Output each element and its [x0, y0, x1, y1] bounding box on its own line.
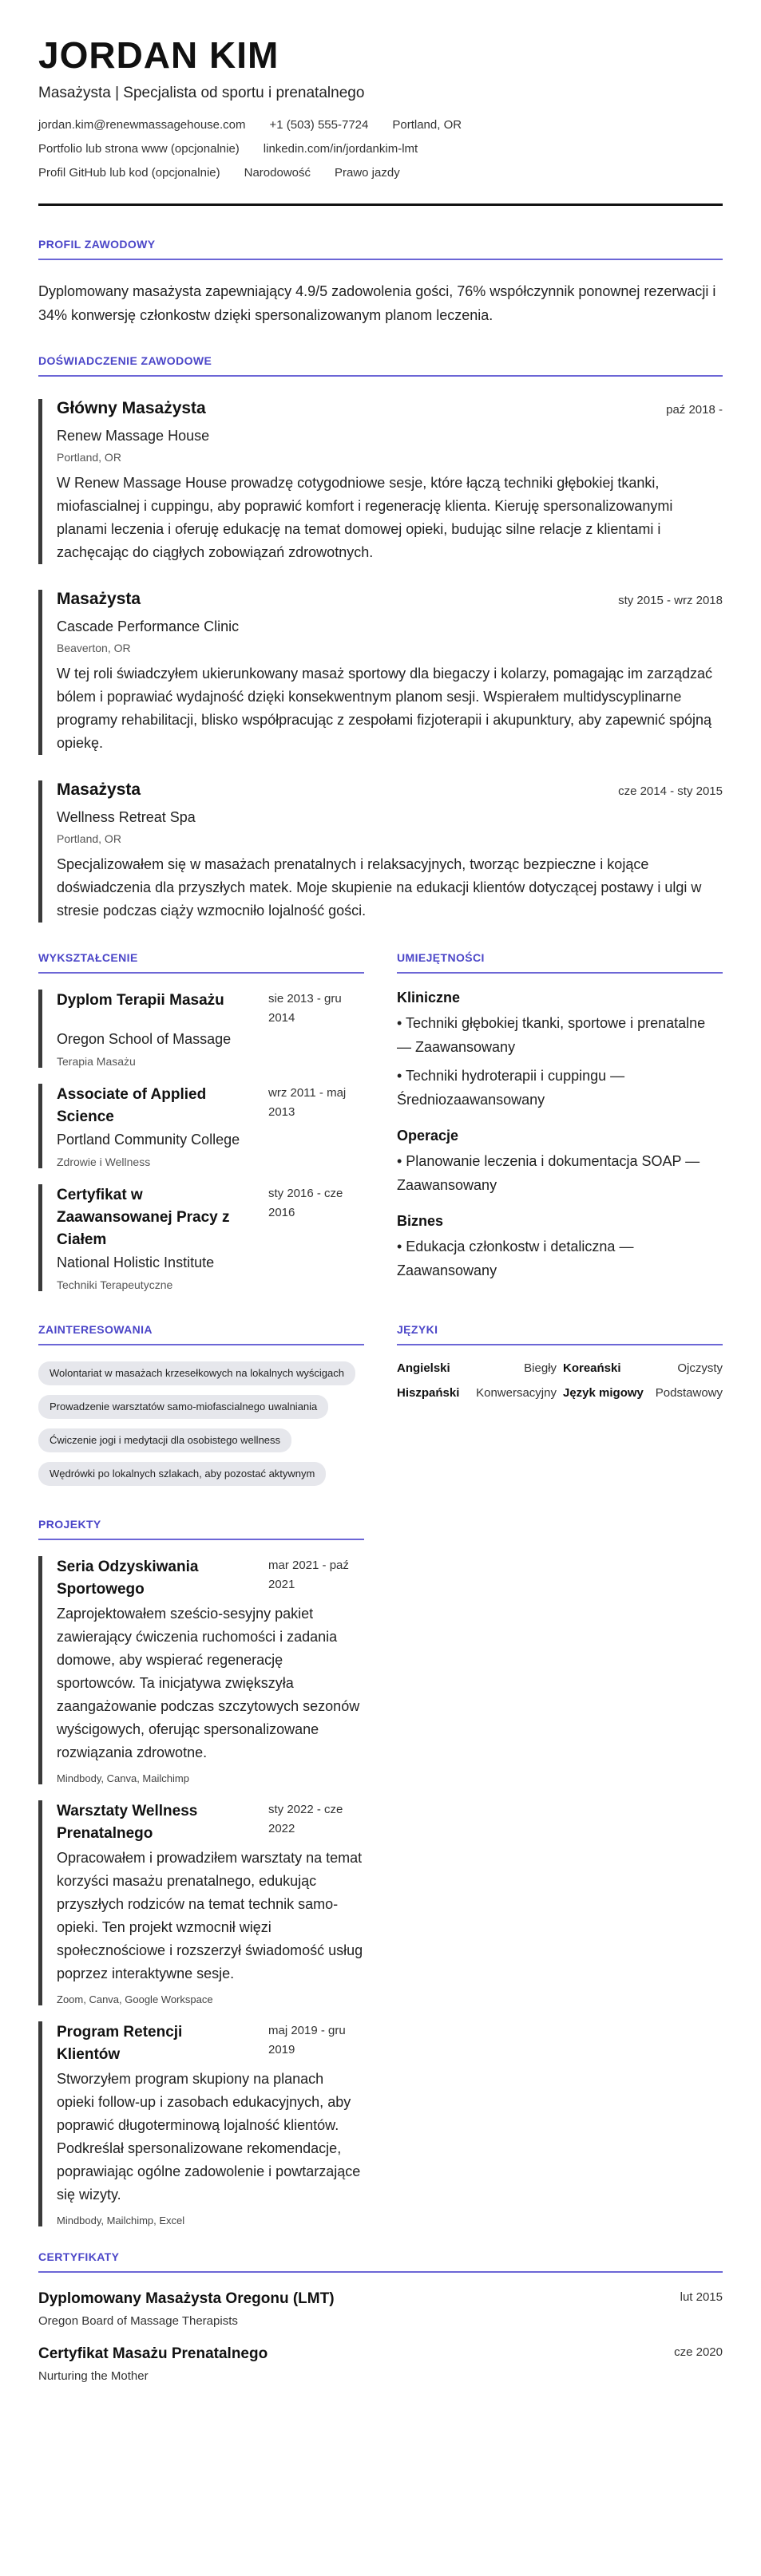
contact-row: [38, 142, 723, 156]
projects-section: [38, 1518, 364, 2226]
job-dates: sty 2015 - wrz 2018: [618, 594, 723, 607]
section-divider: [38, 972, 364, 974]
language-item: [397, 1386, 557, 1400]
project-description: Stworzyłem program skupiony na planach opieki follow-up i zasobach edukacyjnych, aby poprawić długoterminową lojalność klientów. Podkreślał spersonalizowane rekomendacje, poprawiając ogólne zadowolenie i powtarzające się wizyty.: [57, 2071, 361, 2203]
job-description: Specjalizowałem się w masażach prenatalnych i relaksacyjnych, tworząc bezpieczne i kojące doświadczenia dla przyszłych matek. Moje skupienie na edukacji klientów dotyczącej postawy i ulgi w stresie podczas ciąży wzmocniło lojalność gości.: [57, 856, 702, 919]
contact-linkedin[interactable]: linkedin.com/in/jordankim-lmt: [263, 142, 418, 156]
job-description: W Renew Massage House prowadzę cotygodniowe sesje, które łączą techniki głębokiej tkanki, miofascialnej i cuppingu, aby poprawić komfort i regenerację klienta. Kieruję spersonalizowanymi planami leczenia i oferuję edukację na temat domowej opieki, budując silne relacje z klientami i zachęcając do ciągłych zobowiązań zdrowotnych.: [57, 475, 673, 560]
language-item: [563, 1361, 723, 1375]
section-divider: [397, 1344, 723, 1345]
company-name: Wellness Retreat Spa: [57, 809, 196, 825]
job-dates: cze 2014 - sty 2015: [618, 784, 723, 798]
interests-languages-row: [38, 1323, 723, 1486]
contact-github[interactable]: Profil GitHub lub kod (opcjonalnie): [38, 166, 220, 180]
section-title: UMIEJĘTNOŚCI: [397, 951, 485, 964]
degree-title: Associate of Applied Science: [57, 1086, 207, 1125]
project-name: Seria Odzyskiwania Sportowego: [57, 1559, 199, 1598]
certification-item: [38, 2290, 723, 2328]
interest-tag: Wędrówki po lokalnych szlakach, aby pozostać aktywnym: [38, 1462, 326, 1486]
profile-summary: Dyplomowany masażysta zapewniający 4.9/5 zadowolenia gości, 76% współczynnik ponownej rezerwacji i 34% konwersję członkostw dzięki spersonalizowanym planom leczenia.: [38, 283, 716, 323]
project-dates: mar 2021 - paź 2021: [268, 1559, 349, 1591]
section-title: DOŚWIADCZENIE ZAWODOWE: [38, 354, 212, 367]
job-dates: paź 2018 -: [666, 403, 723, 417]
education-skills-row: [38, 951, 723, 1291]
contact-portfolio[interactable]: Portfolio lub strona www (opcjonalnie): [38, 142, 240, 156]
company-name: Cascade Performance Clinic: [57, 618, 240, 634]
contact-nationality: Narodowość: [244, 166, 311, 180]
section-divider: [38, 1344, 364, 1345]
skill-category: Operacje: [397, 1128, 459, 1144]
section-title: CERTYFIKATY: [38, 2250, 120, 2263]
interest-tag: Wolontariat w masażach krzesełkowych na lokalnych wyścigach: [38, 1361, 355, 1385]
contact-location: Portland, OR: [392, 118, 462, 132]
section-divider: [38, 1539, 364, 1540]
certification-item: [38, 2345, 723, 2383]
project-tools: Zoom, Canva, Google Workspace: [57, 1993, 213, 2005]
job-location: Portland, OR: [57, 832, 121, 845]
contact-phone[interactable]: +1 (503) 555-7724: [269, 118, 369, 132]
contact-driving-license: Prawo jazdy: [335, 166, 400, 180]
education-dates: sie 2013 - gru 2014: [268, 992, 342, 1025]
experience-item: [38, 590, 723, 755]
school-name: Oregon School of Massage: [57, 1031, 232, 1047]
profile-section: [38, 238, 723, 327]
skill-category: Biznes: [397, 1213, 444, 1229]
project-tools: Mindbody, Mailchimp, Excel: [57, 2214, 185, 2226]
language-level: Podstawowy: [655, 1386, 723, 1400]
languages-section: [397, 1323, 723, 1486]
language-level: Konwersacyjny: [476, 1386, 557, 1400]
section-title: PROJEKTY: [38, 1518, 101, 1531]
experience-section: [38, 354, 723, 923]
company-name: Renew Massage House: [57, 428, 210, 444]
skill-category: Kliniczne: [397, 990, 461, 1006]
job-description: W tej roli świadczyłem ukierunkowany masaż sportowy dla biegaczy i kolarzy, pomagając im zarządzać bólem i poprawiać wydajność dzięki konsekwentnym planom sesji. Wspierałem multidyscyplinarne programy rehabilitacji, blisko współpracując z zespołami fizjoterapii i akupunktury, aby zapewnić spójną opiekę.: [57, 666, 712, 751]
certification-issuer: Nurturing the Mother: [38, 2369, 149, 2383]
degree-title: Dyplom Terapii Masażu: [57, 992, 224, 1009]
section-title: WYKSZTAŁCENIE: [38, 951, 138, 964]
contact-email[interactable]: jordan.kim@renewmassagehouse.com: [38, 118, 246, 132]
section-divider: [38, 2271, 723, 2273]
job-title: Główny Masażysta: [57, 399, 206, 417]
field-of-study: Techniki Terapeutyczne: [57, 1278, 173, 1291]
interest-tag: Prowadzenie warsztatów samo-miofascialnego uwalniania: [38, 1395, 328, 1419]
job-location: Portland, OR: [57, 451, 121, 464]
interests-section: [38, 1323, 364, 1486]
education-item: [38, 1084, 364, 1168]
language-name: Angielski: [397, 1361, 450, 1375]
school-name: National Holistic Institute: [57, 1254, 215, 1270]
experience-item: [38, 780, 723, 923]
certification-date: lut 2015: [680, 2290, 723, 2304]
section-title: ZAINTERESOWANIA: [38, 1323, 153, 1336]
education-item: [38, 990, 364, 1068]
education-dates: sty 2016 - cze 2016: [268, 1187, 343, 1219]
education-section: [38, 951, 364, 1291]
job-location: Beaverton, OR: [57, 642, 131, 654]
candidate-name: JORDAN KIM: [38, 34, 279, 76]
certification-name: Certyfikat Masażu Prenatalnego: [38, 2345, 268, 2362]
interest-tag: Ćwiczenie jogi i medytacji dla osobistego wellness: [38, 1428, 291, 1452]
job-title: Masażysta: [57, 780, 141, 799]
contact-info: [38, 118, 723, 180]
language-name: Hiszpański: [397, 1386, 460, 1400]
skill-item: • Techniki hydroterapii i cuppingu — Średniozaawansowany: [397, 1068, 625, 1108]
section-divider: [38, 259, 723, 260]
language-level: Ojczysty: [677, 1361, 723, 1375]
certification-date: cze 2020: [674, 2345, 723, 2359]
project-name: Program Retencji Klientów: [57, 2024, 183, 2063]
skills-section: [397, 951, 723, 1291]
education-dates: wrz 2011 - maj 2013: [268, 1086, 347, 1119]
section-divider: [38, 375, 723, 377]
skill-item: • Edukacja członkostw i detaliczna — Zaawansowany: [397, 1239, 634, 1278]
section-divider: [397, 972, 723, 974]
job-title: Masażysta: [57, 590, 141, 608]
project-item: [38, 2021, 364, 2226]
project-dates: sty 2022 - cze 2022: [268, 1803, 343, 1835]
resume-header: [38, 34, 723, 206]
degree-title: Certyfikat w Zaawansowanej Pracy z Ciałem: [57, 1187, 230, 1248]
field-of-study: Terapia Masażu: [57, 1055, 136, 1068]
contact-row: [38, 166, 723, 180]
language-level: Biegły: [524, 1361, 557, 1375]
contact-row: [38, 118, 723, 132]
section-title: JĘZYKI: [397, 1323, 438, 1336]
skill-item: • Planowanie leczenia i dokumentacja SOAP — Zaawansowany: [397, 1153, 700, 1193]
candidate-headline: Masażysta | Specjalista od sportu i prenatalnego: [38, 85, 365, 101]
language-name: Język migowy: [563, 1386, 644, 1400]
project-description: Opracowałem i prowadziłem warsztaty na temat korzyści masażu prenatalnego, edukując przyszłych rodziców na temat technik samo-opieki. Ten projekt wzmocnił więzi społecznościowe i rozszerzył świadomość usług poprzez interaktywne sesje.: [57, 1850, 363, 1981]
language-item: [563, 1386, 723, 1400]
experience-item: [38, 399, 723, 564]
header-divider: [38, 203, 723, 206]
school-name: Portland Community College: [57, 1132, 240, 1148]
section-title: PROFIL ZAWODOWY: [38, 238, 156, 251]
project-item: [38, 1800, 364, 2005]
certification-name: Dyplomowany Masażysta Oregonu (LMT): [38, 2290, 335, 2307]
education-item: [38, 1184, 364, 1291]
language-item: [397, 1361, 557, 1375]
project-dates: maj 2019 - gru 2019: [268, 2024, 346, 2056]
certification-issuer: Oregon Board of Massage Therapists: [38, 2314, 238, 2328]
field-of-study: Zdrowie i Wellness: [57, 1156, 151, 1168]
project-item: [38, 1556, 364, 1784]
language-name: Koreański: [563, 1361, 621, 1375]
project-description: Zaprojektowałem sześcio-sesyjny pakiet zawierający ćwiczenia ruchomości i zadania domowe, aby wspierać regenerację sportowców. Ta inicjatywa zwiększyła zaangażowanie podczas szczytowych sezonów wyścigowych, oferując spersonalizowane rozwiązania zdrowotne.: [57, 1606, 360, 1760]
project-tools: Mindbody, Canva, Mailchimp: [57, 1772, 189, 1784]
project-name: Warsztaty Wellness Prenatalnego: [57, 1803, 198, 1842]
certifications-section: [38, 2250, 723, 2383]
skill-item: • Techniki głębokiej tkanki, sportowe i prenatalne — Zaawansowany: [397, 1015, 706, 1055]
